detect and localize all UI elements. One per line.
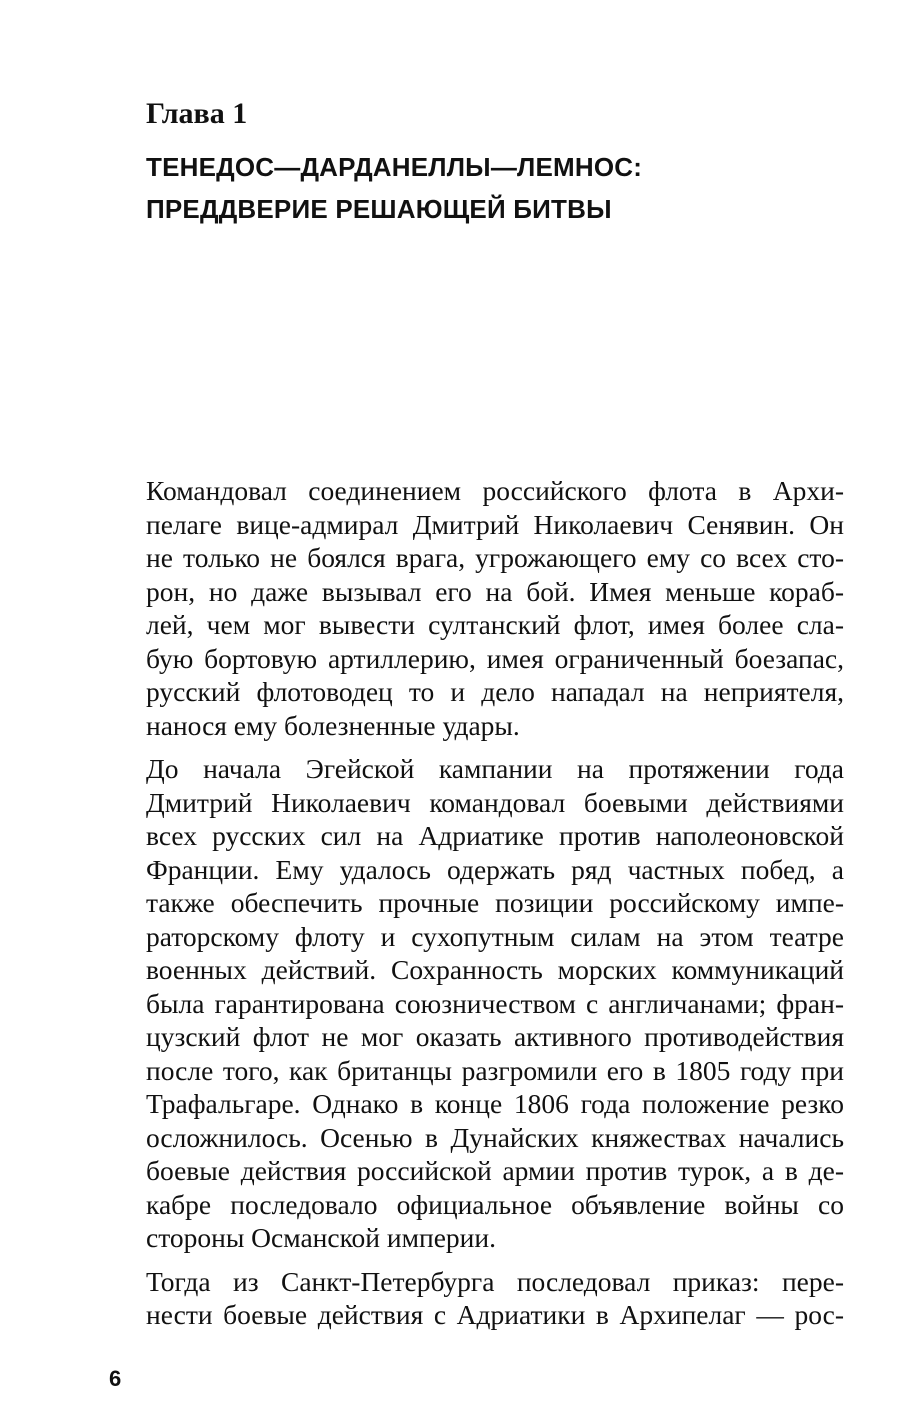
text-line: раторскому флоту и сухопутным силам на этом театре [146, 920, 844, 952]
text-line: бую бортовую артиллерию, имея ограниченный боезапас, [146, 642, 844, 674]
paragraph [146, 752, 844, 1255]
text-line: пелаге вице-адмирал Дмитрий Николаевич Сенявин. Он [146, 508, 844, 540]
text-line: цузский флот не мог оказать активного противодействия [146, 1021, 844, 1052]
text-line: военных действий. Сохранность морских коммуникаций [146, 954, 844, 985]
paragraph [146, 1265, 844, 1332]
text-line: также обеспечить прочные позиции российскому импе- [146, 887, 844, 918]
text-line: До начала Эгейской кампании на протяжении года [146, 753, 844, 784]
text-line: Тогда из Санкт-Петербурга последовал приказ: пере- [146, 1265, 844, 1297]
chapter-title-line: ПРЕДДВЕРИЕ РЕШАЮЩЕЙ БИТВЫ [146, 194, 612, 224]
text-line: Командовал соединением российского флота в Архи- [146, 475, 844, 506]
chapter-label: Глава 1 [146, 97, 248, 130]
chapter-title [146, 146, 642, 230]
text-line: после того, как британцы разгромили его в 1805 году при [146, 1054, 844, 1086]
text-line: Франции. Ему удалось одержать ряд частных побед, а [146, 853, 844, 885]
text-line: нанося ему болезненные удары. [146, 709, 520, 741]
text-line: Дмитрий Николаевич командовал боевыми действиями [146, 786, 844, 818]
text-line: не только не боялся врага, угрожающего ему со всех сто- [146, 542, 844, 573]
text-line: стороны Османской империи. [146, 1222, 496, 1253]
text-line: лей, чем мог вывести султанский флот, имея более сла- [146, 609, 844, 640]
page-number: 6 [109, 1366, 122, 1391]
paragraph [146, 474, 844, 742]
text-line: русский флотоводец то и дело нападал на неприятеля, [146, 676, 844, 707]
chapter-title-line: ТЕНЕДОС—ДАРДАНЕЛЛЫ—ЛЕМНОС: [146, 152, 643, 182]
text-line: Трафальгаре. Однако в конце 1806 года положение резко [146, 1088, 844, 1119]
text-line: кабре последовало официальное объявление войны со [146, 1188, 844, 1220]
text-line: боевые действия российской армии против турок, а в де- [146, 1155, 844, 1186]
text-line: была гарантирована союзничеством с англичанами; фран- [146, 987, 844, 1019]
text-line: осложнилось. Осенью в Дунайских княжествах начались [146, 1121, 844, 1153]
text-line: нести боевые действия с Адриатики в Архипелаг — рос- [146, 1299, 844, 1330]
text-line: всех русских сил на Адриатике против наполеоновской [146, 820, 844, 851]
body-text [146, 474, 844, 1342]
text-line: рон, но даже вызывал его на бой. Имея меньше кораб- [146, 575, 844, 607]
